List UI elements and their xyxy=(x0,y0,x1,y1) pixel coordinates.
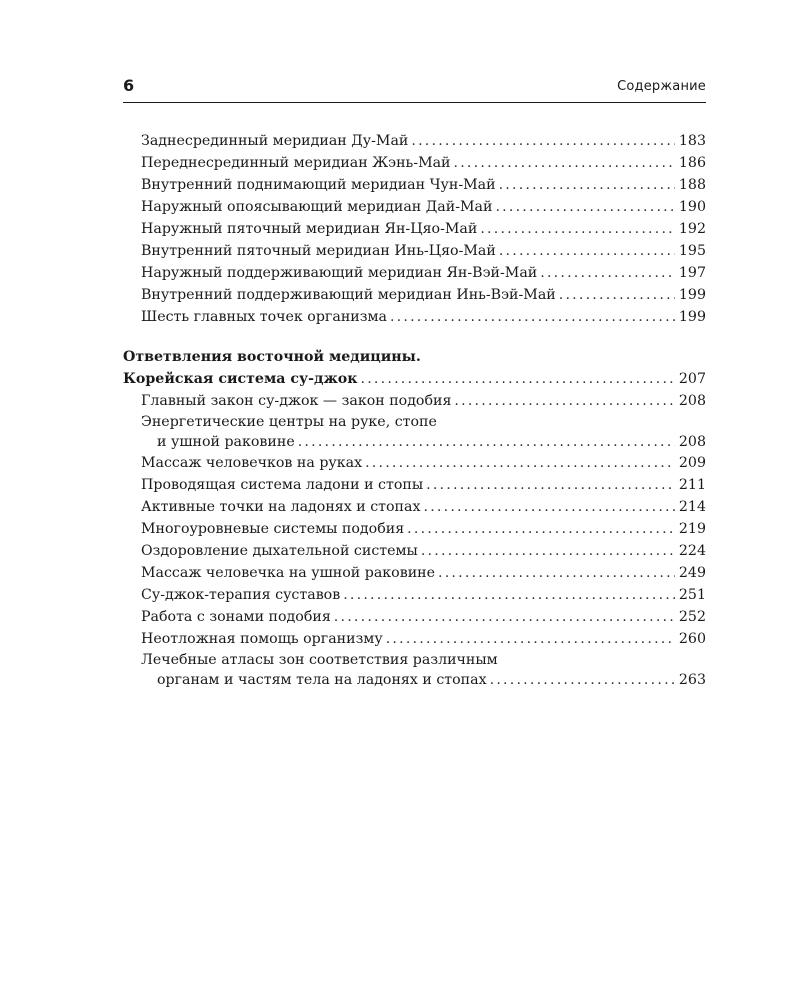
toc-entry-line1 xyxy=(123,650,706,670)
toc-entry xyxy=(123,496,706,518)
toc-entry-title: Внутренний пяточный меридиан Инь-Цяо-Май xyxy=(141,243,496,259)
toc-entry-page: 208 xyxy=(678,393,706,409)
toc-entry-title: Внутренний поддерживающий меридиан Инь-Вэй-Май xyxy=(141,287,556,303)
toc-leader-dots xyxy=(496,240,675,262)
toc-entry-title: Су-джок-терапия суставов xyxy=(141,587,341,603)
toc-entry-page: 199 xyxy=(678,309,706,325)
toc-entry-page: 209 xyxy=(678,455,706,471)
toc-entry-title-cont: и ушной раковине xyxy=(157,434,295,450)
toc-leader-dots xyxy=(556,284,675,306)
toc-leader-dots xyxy=(295,432,675,452)
toc-entry-title: Наружный поддерживающий меридиан Ян-Вэй-Май xyxy=(141,265,538,281)
toc-entry-title: Энергетические центры на руке, стопе xyxy=(141,414,437,430)
toc-leader-dots xyxy=(331,606,675,628)
toc-entry-page: 183 xyxy=(678,133,706,149)
toc-entry-page: 211 xyxy=(678,477,706,493)
toc-entry-page: 188 xyxy=(678,177,706,193)
toc-leader-dots xyxy=(492,196,674,218)
toc-entry xyxy=(123,306,706,328)
toc-leader-dots xyxy=(408,130,675,152)
running-head: Содержание xyxy=(617,79,706,94)
toc-section-title: Корейская система су-джок xyxy=(123,371,358,387)
toc-entry-page: 190 xyxy=(678,199,706,215)
toc-entry xyxy=(123,130,706,152)
toc-entry-title: Лечебные атласы зон соответствия различным xyxy=(141,652,498,668)
toc-entry-title: Наружный опоясывающий меридиан Дай-Май xyxy=(141,199,493,215)
toc-entry xyxy=(123,152,706,174)
toc-entry xyxy=(123,390,706,412)
toc-leader-dots xyxy=(383,628,675,650)
toc-entry-page: 263 xyxy=(678,672,706,688)
toc-entry-title: Неотложная помощь организму xyxy=(141,631,383,647)
toc-leader-dots xyxy=(487,670,675,690)
toc-entry-title: Главный закон су-джок — закон подобия xyxy=(141,393,452,409)
toc-entry-title: Заднесрединный меридиан Ду-Май xyxy=(141,133,409,149)
toc-leader-dots xyxy=(477,218,675,240)
toc-entry-title-cont: органам и частям тела на ладонях и стопах xyxy=(157,672,487,688)
toc-leader-dots xyxy=(435,562,675,584)
toc-section-heading xyxy=(123,346,706,368)
toc-leader-dots xyxy=(496,174,675,196)
toc-entry-page: 260 xyxy=(678,631,706,647)
toc-leader-dots xyxy=(362,452,675,474)
toc-entry-page: 208 xyxy=(678,434,706,450)
toc-entry-page: 186 xyxy=(678,155,706,171)
toc-entry-title: Массаж человечков на руках xyxy=(141,455,363,471)
toc-section-page: 207 xyxy=(678,371,706,387)
toc-leader-dots xyxy=(404,518,675,540)
toc-entry-page: 192 xyxy=(678,221,706,237)
toc-entry-title: Шесть главных точек организма xyxy=(141,309,387,325)
toc-entry-title: Массаж человечка на ушной раковине xyxy=(141,565,435,581)
toc-leader-dots xyxy=(537,262,675,284)
page-header xyxy=(123,76,706,103)
toc-entry-title: Проводящая система ладони и стопы xyxy=(141,477,424,493)
toc-leader-dots xyxy=(451,152,675,174)
toc-leader-dots xyxy=(358,368,675,390)
toc-leader-dots xyxy=(451,390,674,412)
toc-entry xyxy=(123,240,706,262)
toc-entry-title: Оздоровление дыхательной системы xyxy=(141,543,418,559)
table-of-contents xyxy=(123,130,706,690)
toc-entry xyxy=(123,218,706,240)
toc-entry-page: 214 xyxy=(678,499,706,515)
toc-entry-title: Активные точки на ладонях и стопах xyxy=(141,499,421,515)
toc-leader-dots xyxy=(387,306,675,328)
toc-section-heading-text: Ответвления восточной медицины. xyxy=(123,349,421,365)
page-number: 6 xyxy=(123,76,135,95)
toc-entry-title: Наружный пяточный меридиан Ян-Цяо-Май xyxy=(141,221,478,237)
section-spacer xyxy=(123,328,706,346)
toc-entry xyxy=(123,518,706,540)
toc-entry xyxy=(123,628,706,650)
toc-entry-line1 xyxy=(123,412,706,432)
toc-entry xyxy=(123,452,706,474)
toc-entry xyxy=(123,540,706,562)
toc-entry xyxy=(123,262,706,284)
toc-entry xyxy=(123,174,706,196)
toc-entry xyxy=(123,474,706,496)
toc-entry-page: 197 xyxy=(678,265,706,281)
toc-entry-page: 195 xyxy=(678,243,706,259)
toc-leader-dots xyxy=(420,496,674,518)
toc-leader-dots xyxy=(340,584,675,606)
toc-entry-line2 xyxy=(123,432,706,452)
toc-entry-title: Многоуровневые системы подобия xyxy=(141,521,405,537)
toc-section-entry xyxy=(123,368,706,390)
toc-entry xyxy=(123,606,706,628)
toc-entry xyxy=(123,562,706,584)
toc-entry-page: 224 xyxy=(678,543,706,559)
toc-entry-line2 xyxy=(123,670,706,690)
toc-entry-page: 219 xyxy=(678,521,706,537)
toc-entry-title: Внутренний поднимающий меридиан Чун-Май xyxy=(141,177,496,193)
toc-entry-page: 252 xyxy=(678,609,706,625)
toc-entry-title: Переднесрединный меридиан Жэнь-Май xyxy=(141,155,451,171)
toc-leader-dots xyxy=(418,540,675,562)
toc-entry-title: Работа с зонами подобия xyxy=(141,609,331,625)
toc-entry-page: 251 xyxy=(678,587,706,603)
toc-entry xyxy=(123,584,706,606)
toc-entry-page: 249 xyxy=(678,565,706,581)
toc-entry-page: 199 xyxy=(678,287,706,303)
toc-entry xyxy=(123,196,706,218)
toc-entry xyxy=(123,284,706,306)
toc-leader-dots xyxy=(423,474,675,496)
